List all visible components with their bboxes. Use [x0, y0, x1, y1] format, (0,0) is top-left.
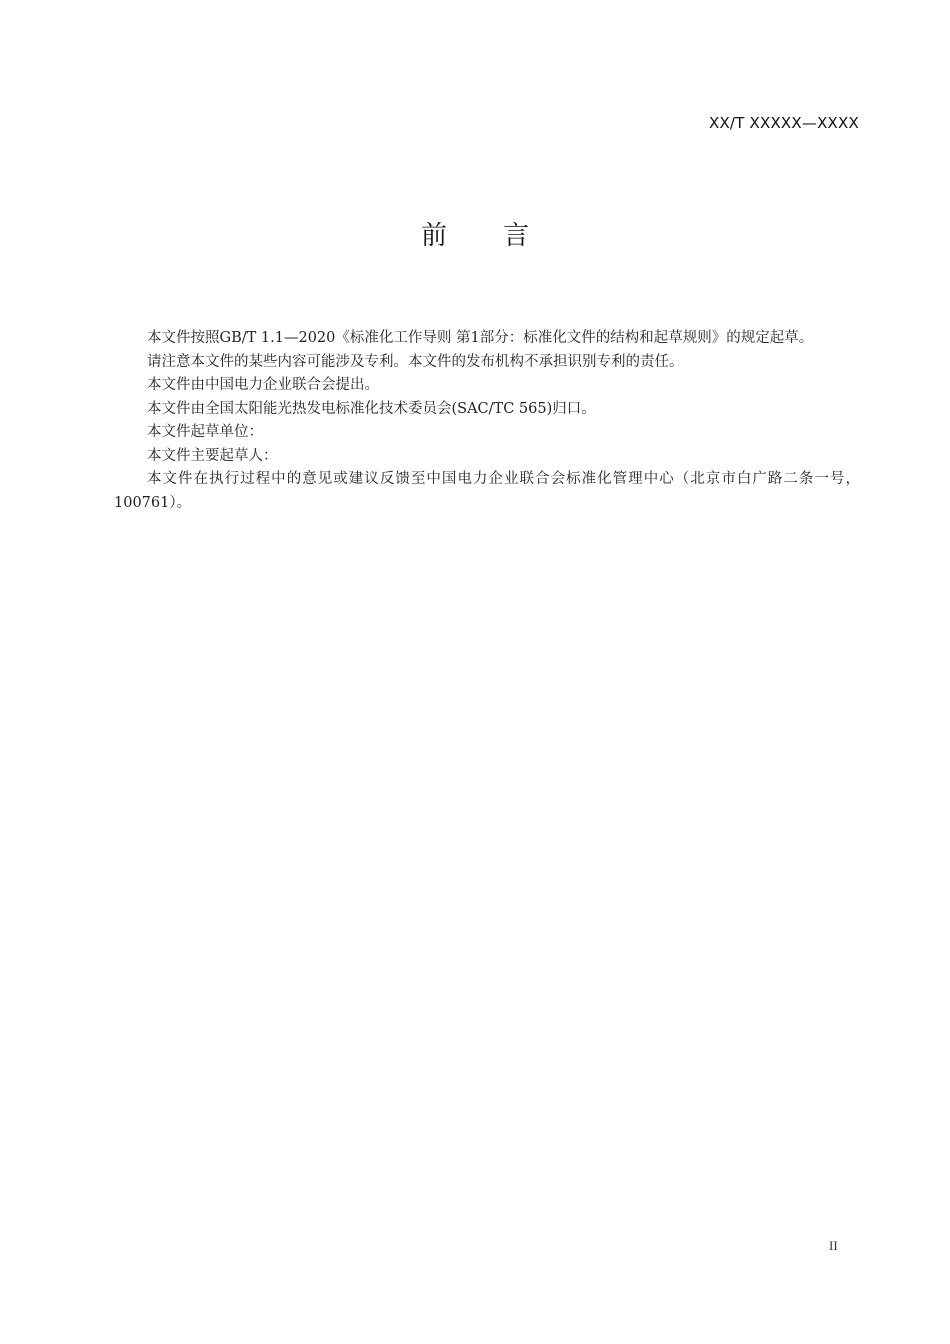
page-title — [0, 215, 950, 252]
paragraph-patent-notice: 请注意本文件的某些内容可能涉及专利。本文件的发布机构不承担识别专利的责任。 — [147, 353, 684, 370]
paragraph-committee: 本文件由全国太阳能光热发电标准化技术委员会(SAC/TC 565)归口。 — [147, 400, 596, 417]
foreword-body — [114, 327, 860, 515]
paragraph-drafters: 本文件主要起草人： — [147, 447, 278, 464]
page-number: II — [829, 1238, 838, 1253]
title-char-1: 前 — [420, 221, 447, 251]
paragraph-drafting-units: 本文件起草单位： — [147, 424, 263, 440]
title-char-2: 言 — [503, 221, 530, 251]
paragraph-drafting-rules: 本文件按照GB/T 1.1—2020《标准化工作导则 第1部分：标准化文件的结构和起草规则》的规定起草。 — [147, 330, 814, 346]
standard-code: XX/T XXXXX—XXXX — [708, 114, 859, 132]
paragraph-proposer: 本文件由中国电力企业联合会提出。 — [147, 377, 379, 393]
paragraph-feedback: 本文件在执行过程中的意见或建议反馈至中国电力企业联合会标准化管理中心（北京市白广路二条一号，100761）。 — [114, 471, 860, 511]
